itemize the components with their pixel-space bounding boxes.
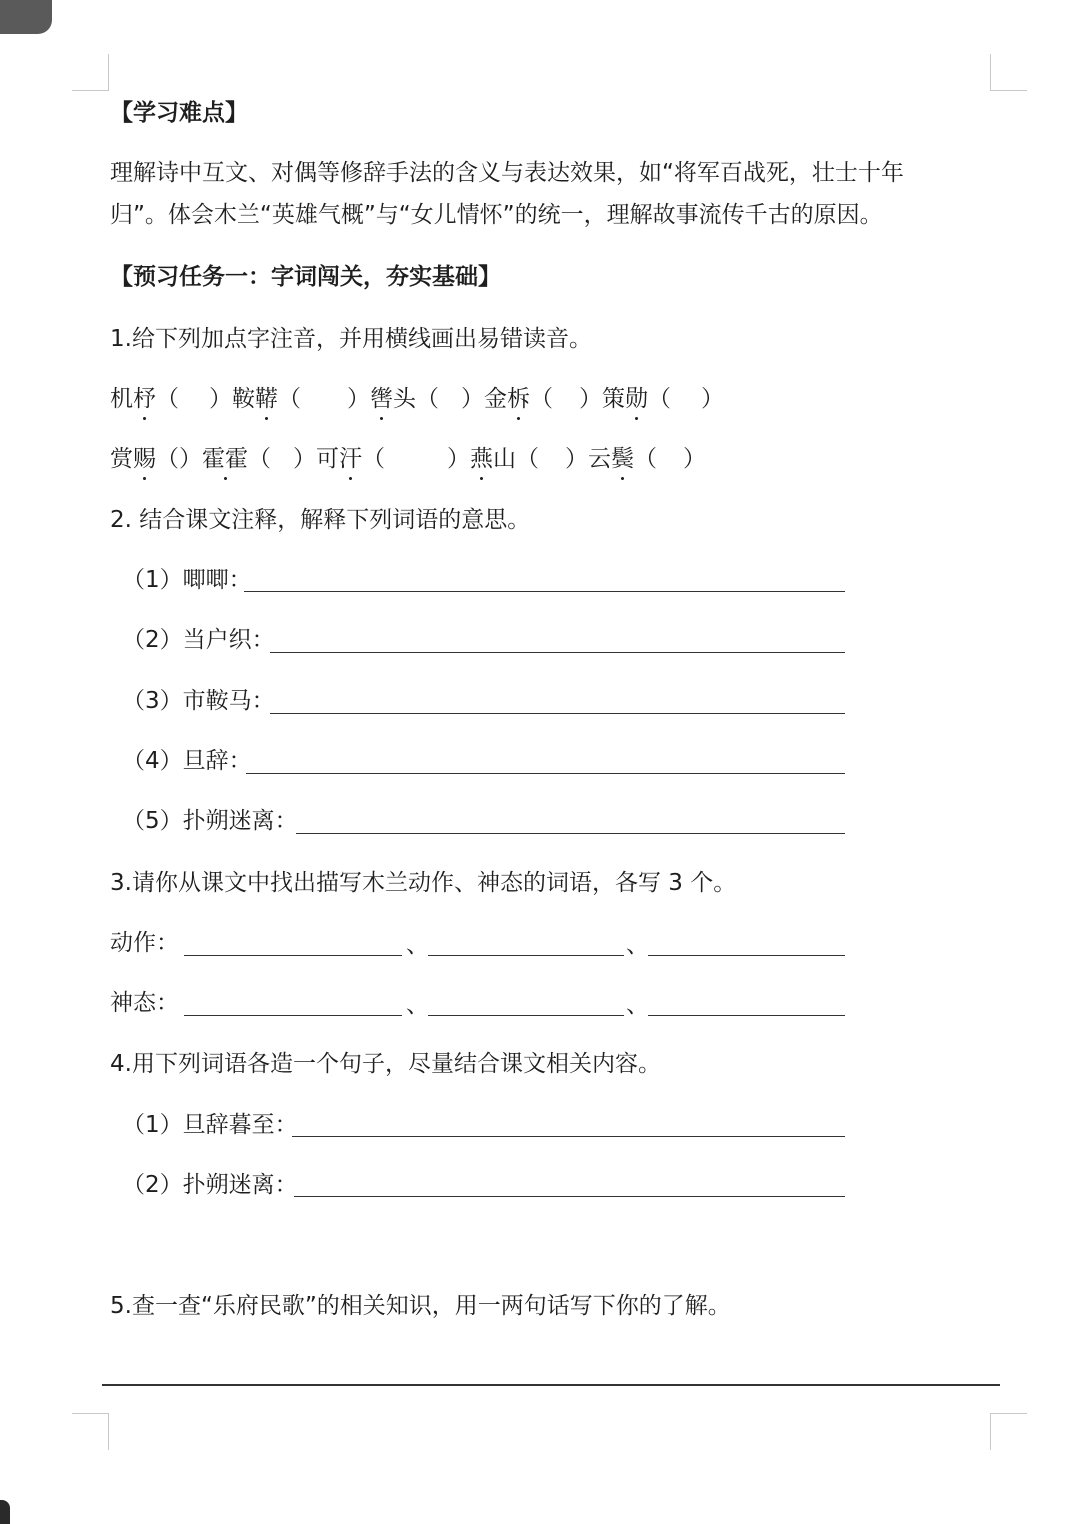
pinyin-item xyxy=(588,446,634,472)
dotted-char: 勋 xyxy=(625,386,648,412)
crop-mark-top-right xyxy=(990,54,1027,91)
q2-prompt: 2. 结合课文注释，解释下列词语的意思。 xyxy=(110,507,531,533)
pinyin-item xyxy=(370,386,416,412)
q3-action-answer-line-2[interactable] xyxy=(428,955,624,956)
q4-item-2-label: （2）扑朔迷离： xyxy=(122,1172,298,1198)
q3-separator: 、 xyxy=(626,992,649,1018)
crop-mark-top-left xyxy=(72,54,109,91)
dotted-char: 辔 xyxy=(370,386,393,412)
q4-item-2-answer-line[interactable] xyxy=(294,1196,845,1197)
task1-heading: 【预习任务一：字词闯关，夯实基础】 xyxy=(110,264,501,290)
item-char: 机 xyxy=(110,386,133,412)
q3-expression-answer-line-1[interactable] xyxy=(184,1015,402,1016)
pinyin-blank[interactable]: （ ） xyxy=(416,386,484,412)
q2-item-4-label: （4）旦辞： xyxy=(122,748,252,774)
item-char: 云 xyxy=(588,446,611,472)
pinyin-item xyxy=(484,386,530,412)
q2-item-4-answer-line[interactable] xyxy=(246,773,845,774)
pinyin-blank[interactable]: （ ） xyxy=(156,386,232,412)
dotted-char: 杼 xyxy=(133,386,156,412)
pinyin-item xyxy=(202,446,248,472)
q2-item-5-answer-line[interactable] xyxy=(296,833,845,834)
dotted-char: 汗 xyxy=(339,446,362,472)
crop-mark-bottom-left xyxy=(72,1413,109,1450)
dotted-char: 霍霍 xyxy=(202,446,248,472)
item-char: 头 xyxy=(393,386,416,412)
q3-prompt: 3.请你从课文中找出描写木兰动作、神态的词语，各写 3 个。 xyxy=(110,870,737,896)
dotted-char: 鞯 xyxy=(255,386,278,412)
viewer-corner-marker xyxy=(0,1500,10,1524)
dotted-char: 赐 xyxy=(133,446,156,472)
viewer-corner-tab xyxy=(0,0,52,34)
q2-item-3-label: （3）市鞍马： xyxy=(122,688,275,714)
pinyin-blank[interactable]: （ ） xyxy=(278,386,370,412)
difficulty-text-line-1: 理解诗中互文、对偶等修辞手法的含义与表达效果，如“将军百战死，壮士十年 xyxy=(110,160,904,186)
q3-expression-label: 神态： xyxy=(110,990,179,1016)
pinyin-blank[interactable]: （ ） xyxy=(530,386,602,412)
q3-expression-answer-line-3[interactable] xyxy=(648,1015,845,1016)
pinyin-item xyxy=(110,386,156,412)
q1-row-1 xyxy=(110,384,724,414)
q2-item-5-label: （5）扑朔迷离： xyxy=(122,808,298,834)
item-char: 赏 xyxy=(110,446,133,472)
q3-action-answer-line-3[interactable] xyxy=(648,955,845,956)
q3-separator: 、 xyxy=(626,932,649,958)
q3-separator: 、 xyxy=(406,992,429,1018)
q4-prompt: 4.用下列词语各造一个句子，尽量结合课文相关内容。 xyxy=(110,1051,661,1077)
q5-prompt: 5.查一查“乐府民歌”的相关知识，用一两句话写下你的了解。 xyxy=(110,1293,731,1319)
pinyin-item xyxy=(316,446,362,472)
pinyin-item xyxy=(470,446,516,472)
pinyin-blank[interactable]: （） xyxy=(156,446,202,472)
q5-answer-line[interactable] xyxy=(102,1384,1000,1386)
item-char: 鞍 xyxy=(232,386,255,412)
difficulty-heading: 【学习难点】 xyxy=(110,100,248,126)
q2-item-2-label: （2）当户织： xyxy=(122,627,275,653)
pinyin-blank[interactable]: （ ） xyxy=(362,446,470,472)
crop-mark-bottom-right xyxy=(990,1413,1027,1450)
pinyin-blank[interactable]: （ ） xyxy=(634,446,706,472)
q1-prompt: 1.给下列加点字注音，并用横线画出易错读音。 xyxy=(110,326,592,352)
q2-item-2-answer-line[interactable] xyxy=(270,652,845,653)
dotted-char: 鬓 xyxy=(611,446,634,472)
item-char: 山 xyxy=(493,446,516,472)
item-char: 策 xyxy=(602,386,625,412)
q2-item-1-label: （1）唧唧： xyxy=(122,567,252,593)
q2-item-1-answer-line[interactable] xyxy=(244,591,845,592)
q4-item-1-answer-line[interactable] xyxy=(292,1136,845,1137)
q3-separator: 、 xyxy=(406,932,429,958)
q4-item-1-label: （1）旦辞暮至： xyxy=(122,1112,298,1138)
item-char: 可 xyxy=(316,446,339,472)
q3-action-answer-line-1[interactable] xyxy=(184,955,402,956)
q2-item-3-answer-line[interactable] xyxy=(270,713,845,714)
dotted-char: 燕 xyxy=(470,446,493,472)
q1-row-2 xyxy=(110,444,706,474)
item-char: 金 xyxy=(484,386,507,412)
pinyin-blank[interactable]: （ ） xyxy=(516,446,588,472)
q3-action-label: 动作： xyxy=(110,930,179,956)
q3-expression-answer-line-2[interactable] xyxy=(428,1015,624,1016)
dotted-char: 柝 xyxy=(507,386,530,412)
pinyin-blank[interactable]: （ ） xyxy=(648,386,724,412)
pinyin-item xyxy=(602,386,648,412)
pinyin-blank[interactable]: （ ） xyxy=(248,446,316,472)
difficulty-text-line-2: 归”。体会木兰“英雄气概”与“女儿情怀”的统一，理解故事流传千古的原因。 xyxy=(110,202,883,228)
pinyin-item xyxy=(232,386,278,412)
pinyin-item xyxy=(110,446,156,472)
